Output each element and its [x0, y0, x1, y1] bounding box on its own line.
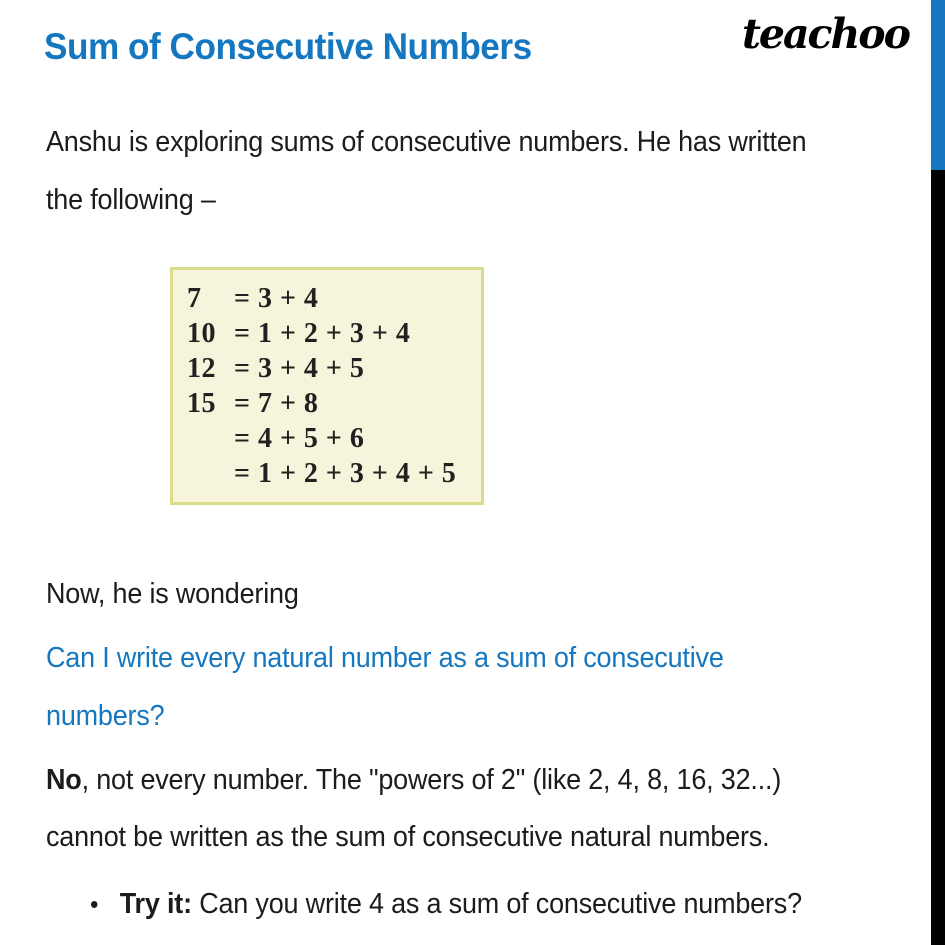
equation-rhs: = 3 + 4: [234, 283, 319, 314]
teachoo-logo: teachoo: [741, 10, 909, 58]
intro-line-2: the following –: [46, 184, 216, 216]
equation-rhs: = 3 + 4 + 5: [234, 353, 365, 384]
equation-row: [187, 351, 481, 386]
answer-paragraph: [46, 752, 781, 866]
equation-lhs: 7: [187, 283, 202, 314]
question-line-1: Can I write every natural number as a sum of consecutive: [46, 642, 724, 674]
try-it-label: Try it:: [119, 888, 192, 920]
try-it-item: [90, 875, 802, 933]
equation-lhs: [187, 456, 234, 491]
question-paragraph: [46, 629, 724, 745]
page-title: Sum of Consecutive Numbers: [44, 26, 532, 67]
equation-row: [187, 421, 481, 456]
equation-rhs: = 1 + 2 + 3 + 4: [234, 318, 411, 349]
equation-rhs: = 4 + 5 + 6: [234, 423, 365, 454]
answer-line-1-rest: , not every number. The "powers of 2" (like 2, 4, 8, 16, 32...): [81, 764, 782, 796]
equation-rhs: = 1 + 2 + 3 + 4 + 5: [234, 458, 457, 489]
equation-lhs: [187, 421, 234, 456]
equations-box: [170, 267, 484, 505]
intro-paragraph: [46, 113, 806, 229]
equation-rhs: = 7 + 8: [234, 388, 319, 419]
equation-row: [187, 456, 481, 491]
answer-line-2: cannot be written as the sum of consecutive natural numbers.: [46, 821, 770, 853]
right-accent-bar-blue: [931, 0, 945, 170]
question-line-2: numbers?: [46, 700, 165, 732]
intro-line-1: Anshu is exploring sums of consecutive numbers. He has written: [46, 126, 807, 158]
equation-lhs: 15: [187, 388, 216, 419]
equation-lhs: 12: [187, 353, 216, 384]
equation-lhs: 10: [187, 318, 216, 349]
right-accent-bar-black: [931, 170, 945, 945]
answer-bold-no: No: [46, 764, 82, 796]
equation-row: [187, 281, 481, 316]
equation-row: [187, 386, 481, 421]
bullet-icon: •: [90, 889, 99, 919]
answer-line-1: [46, 752, 781, 809]
try-it-text: Can you write 4 as a sum of consecutive numbers?: [191, 888, 802, 920]
equation-row: [187, 316, 481, 351]
wondering-text: Now, he is wondering: [46, 578, 299, 610]
